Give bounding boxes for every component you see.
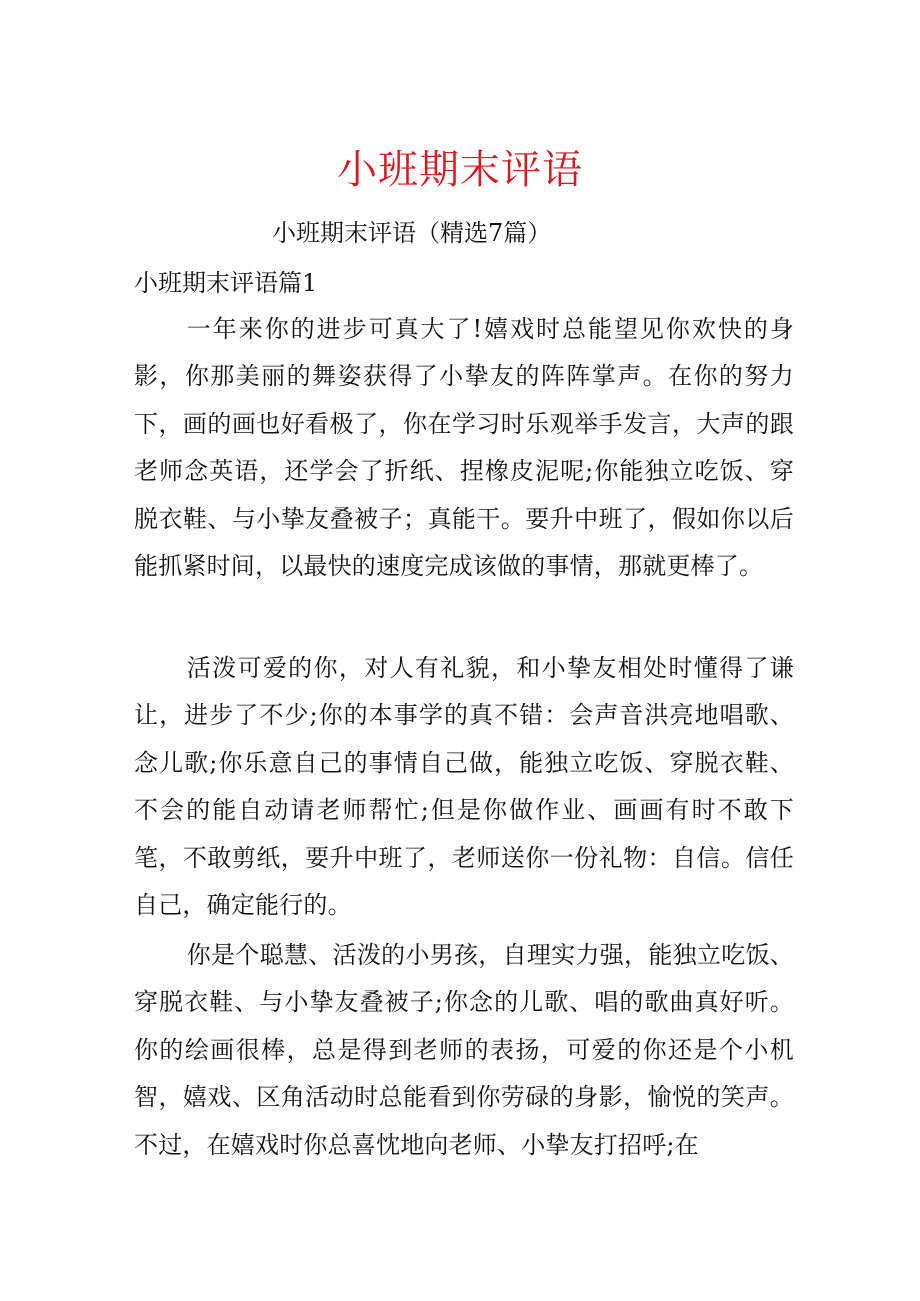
paragraph-3: 你是个聪慧、活泼的小男孩，自理实力强，能独立吃饭、穿脱衣鞋、与小挚友叠被子;你念的儿歌、唱的歌曲真好听。你的绘画很棒，总是得到老师的表扬，可爱的你还是个小机智，嬉戏、区角活动时总能看到你劳碌的身影，愉悦的笑声。不过，在嬉戏时你总喜忱地向老师、小挚友打招呼;在: [134, 941, 794, 1159]
document-subtitle: 小班期末评语（精选7篇）: [272, 219, 552, 247]
section-heading: 小班期末评语篇1: [134, 269, 318, 297]
paragraph-1: 一年来你的进步可真大了!嬉戏时总能望见你欢快的身影，你那美丽的舞姿获得了小挚友的阵阵掌声。在你的努力下，画的画也好看极了，你在学习时乐观举手发言，大声的跟老师念英语，还学会了折纸、捏橡皮泥呢;你能独立吃饭、穿脱衣鞋、与小挚友叠被子；真能干。要升中班了，假如你以后能抓紧时间，以最快的速度完成该做的事情，那就更棒了。: [134, 315, 794, 581]
document-title: 小班期末评语: [337, 147, 583, 193]
paragraph-2: 活泼可爱的你，对人有礼貌，和小挚友相处时懂得了谦让，进步了不少;你的本事学的真不错：会声音洪亮地唱歌、念儿歌;你乐意自己的事情自己做，能独立吃饭、穿脱衣鞋、不会的能自动请老师帮忙;但是你做作业、画画有时不敢下笔，不敢剪纸，要升中班了，老师送你一份礼物：自信。信任自己，确定能行的。: [134, 654, 794, 920]
